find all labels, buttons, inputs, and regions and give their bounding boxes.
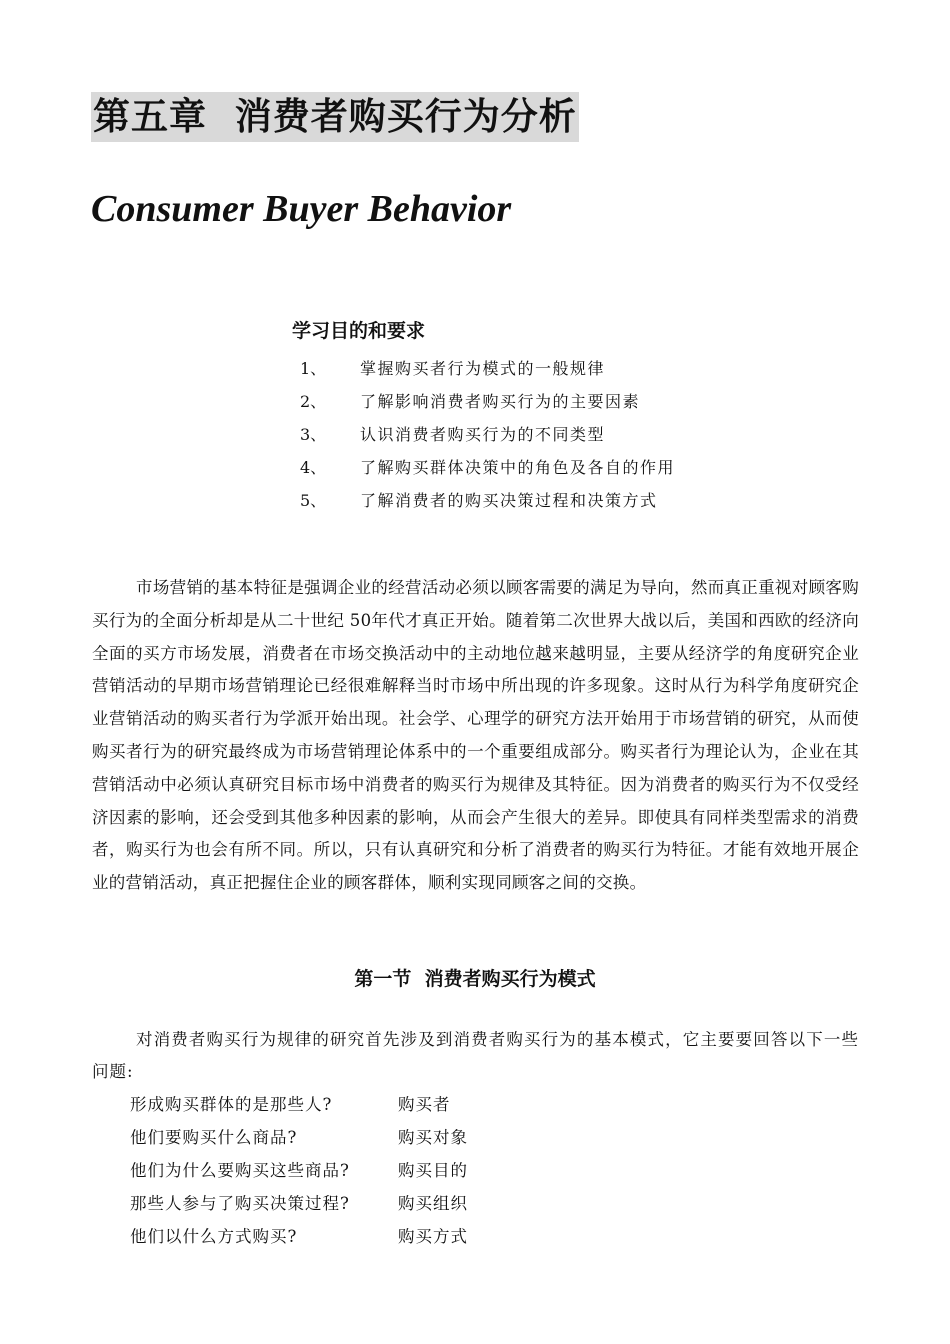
objective-text: 了解影响消费者购买行为的主要因素 xyxy=(360,392,641,411)
section-paragraph: 对消费者购买行为规律的研究首先涉及到消费者购买行为的基本模式，它主要要回答以下一些问题: xyxy=(92,1030,859,1081)
question-answer-list xyxy=(130,1088,468,1253)
answer-text: 购买对象 xyxy=(398,1128,468,1147)
english-title: Consumer Buyer Behavior xyxy=(91,188,512,230)
answer-text: 购买目的 xyxy=(398,1161,468,1180)
objective-number: 3、 xyxy=(300,425,327,444)
chapter-title: 第五章 消费者购买行为分析 xyxy=(91,92,579,142)
objective-text: 了解消费者的购买决策过程和决策方式 xyxy=(360,491,658,510)
question-answer-row xyxy=(130,1154,468,1187)
objective-number: 5、 xyxy=(300,491,327,510)
question-text: 他们以什么方式购买? xyxy=(130,1227,298,1246)
objective-item xyxy=(300,385,675,418)
objective-text: 掌握购买者行为模式的一般规律 xyxy=(360,359,606,378)
question-text: 他们为什么要购买这些商品? xyxy=(130,1161,350,1180)
objective-text: 认识消费者购买行为的不同类型 xyxy=(360,425,606,444)
question-answer-row xyxy=(130,1187,468,1220)
answer-text: 购买者 xyxy=(398,1095,451,1114)
objective-number: 2、 xyxy=(300,392,327,411)
objective-item xyxy=(300,352,675,385)
question-text: 他们要购买什么商品? xyxy=(130,1128,298,1147)
intro-paragraph: 市场营销的基本特征是强调企业的经营活动必须以顾客需要的满足为导向，然而真正重视对顾客购买行为的全面分析却是从二十世纪 50年代才真正开始。随着第二次世界大战以后，美国和西欧的经济向全面的买方市场发展，消费者在市场交换活动中的主动地位越来越明显，主要从经济学的角度研究企业营销活动的早期市场营销理论已经很难解释当时市场中所出现的许多现象。这时从行为科学角度研究企业营销活动的购买者行为学派开始出现。社会学、心理学的研究方法开始用于市场营销的研究，从而使购买者行为的研究最终成为市场营销理论体系中的一个重要组成部分。购买者行为理论认为，企业在其营销活动中必须认真研究目标市场中消费者的购买行为规律及其特征。因为消费者的购买行为不仅受经济因素的影响，还会受到其他多种因素的影响，从而会产生很大的差异。即使具有同样类型需求的消费者，购买行为也会有所不同。所以，只有认真研究和分析了消费者的购买行为特征。才能有效地开展企业的营销活动，真正把握住企业的顾客群体，顺利实现同顾客之间的交换。 xyxy=(92,578,859,893)
question-answer-row xyxy=(130,1088,468,1121)
objective-item xyxy=(300,418,675,451)
question-answer-row xyxy=(130,1220,468,1253)
objective-text: 了解购买群体决策中的角色及各自的作用 xyxy=(360,458,676,477)
objectives-heading: 学习目的和要求 xyxy=(292,320,426,342)
answer-text: 购买方式 xyxy=(398,1227,468,1246)
objectives-list xyxy=(300,352,675,517)
question-text: 那些人参与了购买决策过程? xyxy=(130,1194,350,1213)
question-answer-row xyxy=(130,1121,468,1154)
question-text: 形成购买群体的是那些人? xyxy=(130,1095,333,1114)
objective-number: 4、 xyxy=(300,458,327,477)
objective-item xyxy=(300,451,675,484)
answer-text: 购买组织 xyxy=(398,1194,468,1213)
objective-number: 1、 xyxy=(300,359,327,378)
objective-item xyxy=(300,484,675,517)
section-title: 第一节 消费者购买行为模式 xyxy=(354,968,596,990)
